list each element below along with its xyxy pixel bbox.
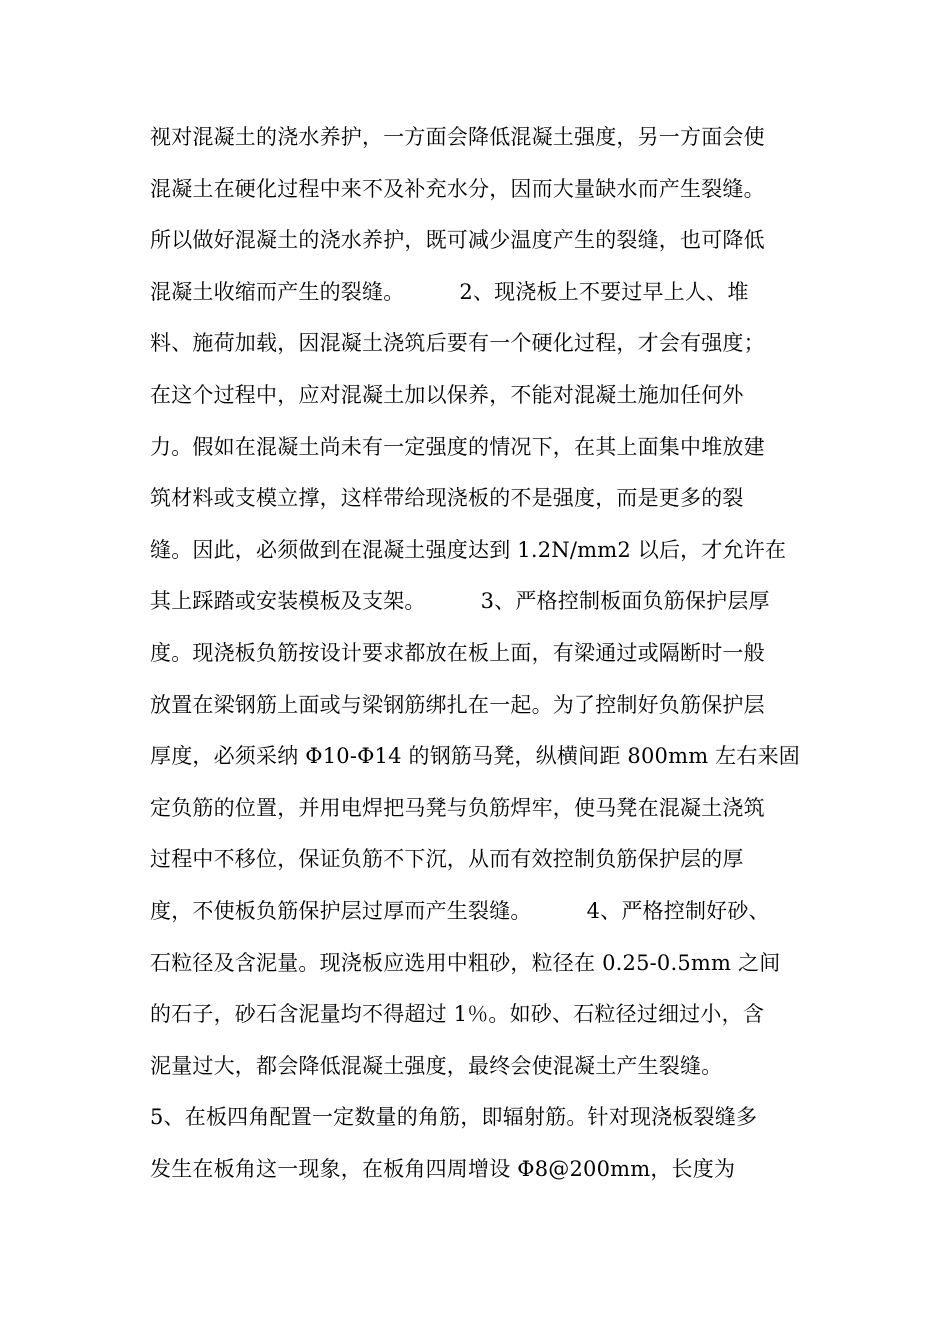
text-line: 混凝土在硬化过程中来不及补充水分，因而大量缺水而产生裂缝。	[150, 176, 765, 201]
text-line: 泥量过大，都会降低混凝土强度，最终会使混凝土产生裂缝。	[150, 1053, 723, 1078]
text-line: 过程中不移位，保证负筋不下沉，从而有效控制负筋保护层的厚	[150, 847, 744, 872]
text-line: 在这个过程中，应对混凝土加以保养，不能对混凝土施加任何外	[150, 382, 744, 407]
text-line: 石粒径及含泥量。现浇板应选用中粗砂，粒径在 0.25-0.5mm 之间	[150, 950, 781, 975]
text-line: 5、在板四角配置一定数量的角筋，即辐射筋。针对现浇板裂缝多	[150, 1105, 758, 1130]
text-line: 的石子，砂石含泥量均不得超过 1％。如砂、石粒径过细过小，含	[150, 1002, 765, 1027]
text-line: 其上踩踏或安装模板及支架。 3、严格控制板面负筋保护层厚	[150, 589, 770, 614]
text-line: 厚度，必须采纳 Φ10-Φ14 的钢筋马凳，纵横间距 800mm 左右来固	[150, 744, 800, 769]
text-line: 视对混凝土的浇水养护，一方面会降低混凝土强度，另一方面会使	[150, 125, 765, 149]
text-line: 混凝土收缩而产生的裂缝。 2、现浇板上不要过早上人、堆	[150, 279, 749, 304]
text-line: 缝。因此，必须做到在混凝土强度达到 1.2N/mm2 以后，才允许在	[150, 537, 787, 562]
text-line: 度。现浇板负筋按设计要求都放在板上面，有梁通过或隔断时一般	[150, 640, 765, 665]
text-line: 定负筋的位置，并用电焊把马凳与负筋焊牢，使马凳在混凝土浇筑	[150, 795, 765, 820]
text-line: 料、施荷加载，因混凝土浇筑后要有一个硬化过程，才会有强度；	[150, 331, 765, 356]
text-line: 放置在梁钢筋上面或与梁钢筋绑扎在一起。为了控制好负筋保护层	[150, 692, 765, 717]
text-line: 发生在板角这一现象，在板角四周增设 Φ8@200mm，长度为	[150, 1156, 736, 1181]
text-line: 筑材料或支模立撑，这样带给现浇板的不是强度，而是更多的裂	[150, 486, 744, 511]
text-line: 力。假如在混凝土尚未有一定强度的情况下，在其上面集中堆放建	[150, 434, 765, 459]
text-line: 度，不使板负筋保护层过厚而产生裂缝。 4、严格控制好砂、	[150, 898, 770, 923]
document-body	[150, 112, 810, 1195]
text-line: 所以做好混凝土的浇水养护，既可减少温度产生的裂缝，也可降低	[150, 228, 765, 253]
